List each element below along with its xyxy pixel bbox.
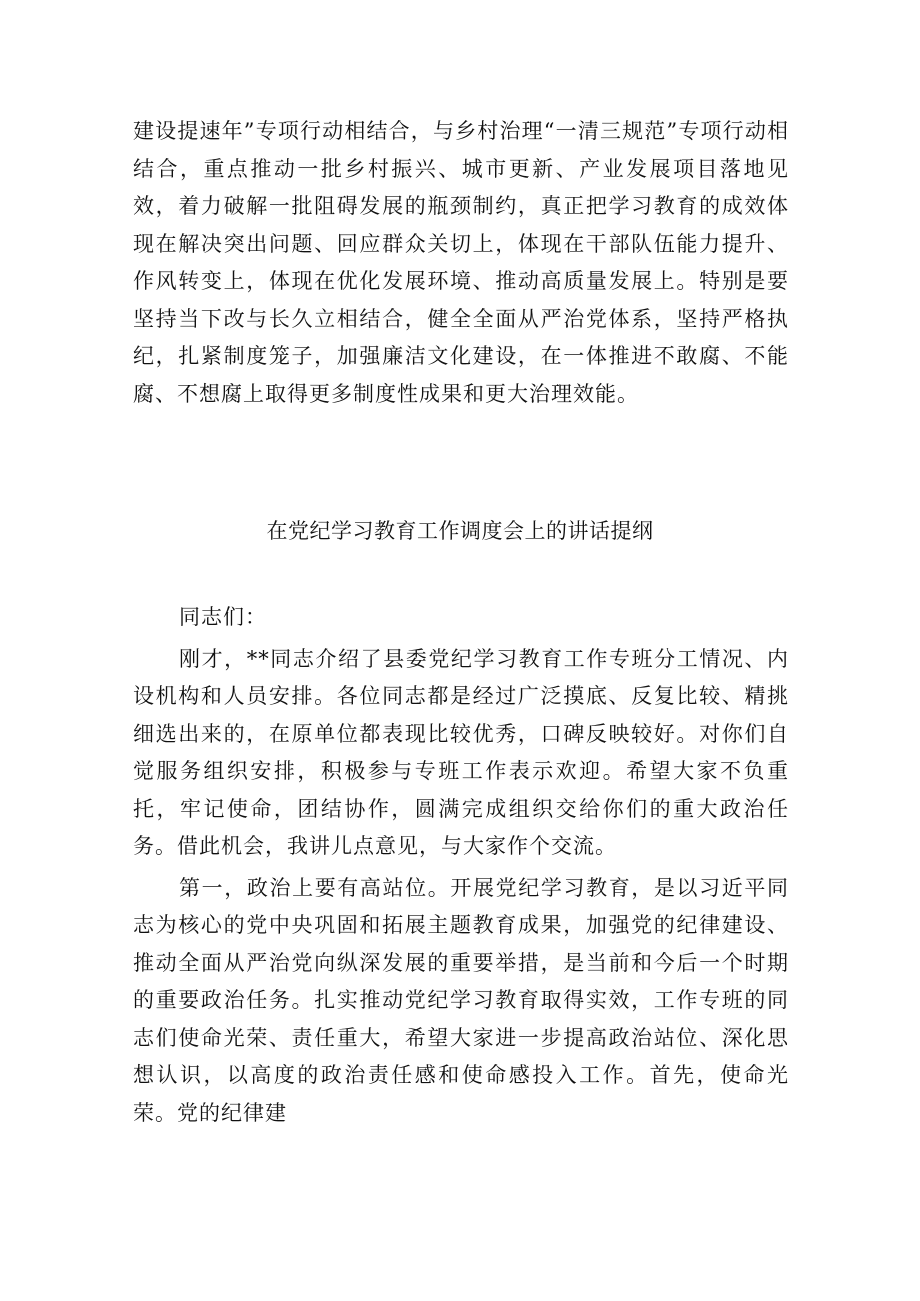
document-title: 在党纪学习教育工作调度会上的讲话提纲: [266, 519, 654, 543]
speech-body: [133, 599, 789, 1132]
body-text-continuation: [133, 113, 789, 413]
salutation: 同志们：: [179, 605, 267, 629]
paragraph-opening: 刚才，**同志介绍了县委党纪学习教育工作专班分工情况、内设机构和人员安排。各位同志都是经过广泛摸底、反复比较、精挑细选出来的，在原单位都表现比较优秀，口碑反映较好。对你们自觉服务组织安排，积极参与专班工作表示欢迎。希望大家不负重托，牢记使命，团结协作，圆满完成组织交给你们的重大政治任务。借此机会，我讲儿点意见，与大家作个交流。: [133, 646, 789, 858]
continuation-paragraph: 建设提速年”专项行动相结合，与乡村治理“一清三规范”专项行动相结合，重点推动一批乡村振兴、城市更新、产业发展项目落地见效，着力破解一批阻碍发展的瓶颈制约，真正把学习教育的成效体现在解决突出问题、回应群众关切上，体现在干部队伍能力提升、作风转变上，体现在优化发展环境、推动高质量发展上。特别是要坚持当下改与长久立相结合，健全全面从严治党体系，坚持严格执纪，扎紧制度笼子，加强廉洁文化建设，在一体推进不敢腐、不能腐、不想腐上取得更多制度性成果和更大治理效能。: [133, 119, 789, 406]
paragraph-first-point: 第一，政治上要有高站位。开展党纪学习教育，是以习近平同志为核心的党中央巩固和拓展主题教育成果，加强党的纪律建设、推动全面从严治党向纵深发展的重要举措，是当前和今后一个时期的重要政治任务。扎实推动党纪学习教育取得实效，工作专班的同志们使命光荣、责任重大，希望大家进一步提高政治站位、深化思想认识，以高度的政治责任感和使命感投入工作。首先，使命光荣。党的纪律建: [133, 875, 789, 1125]
